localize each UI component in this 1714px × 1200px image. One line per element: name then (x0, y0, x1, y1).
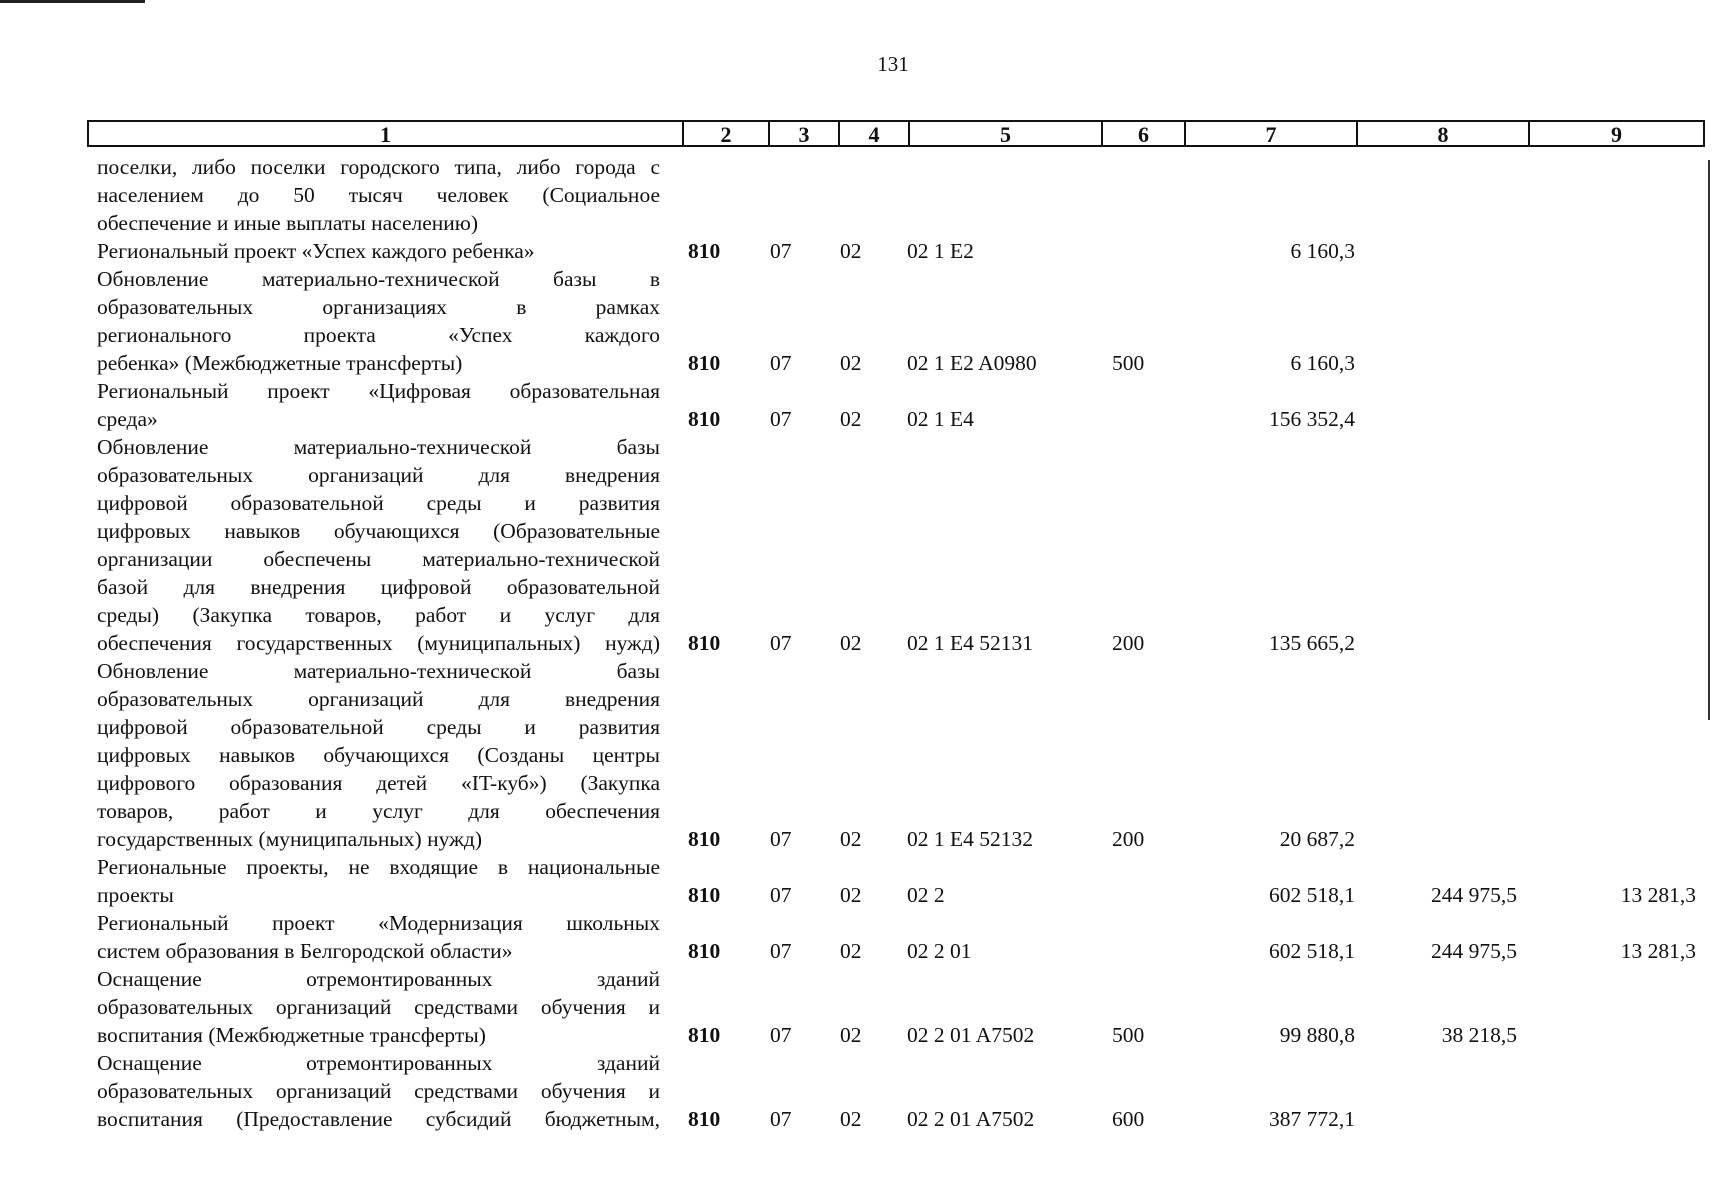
description-line: цифровых навыков обучающихся (Образовательные (97, 519, 660, 543)
table-body (87, 153, 1710, 1133)
description-line: организации обеспечены материально-технической (97, 547, 660, 571)
description-line: товаров, работ и услуг для обеспечения (97, 799, 660, 823)
row-description (87, 657, 670, 853)
cell-subsection: 02 (840, 631, 862, 655)
cell-expense-type: 500 (1112, 351, 1145, 375)
cell-section: 07 (770, 939, 792, 963)
description-line: Обновление материально-технической базы в (97, 267, 660, 291)
cell-section: 07 (770, 883, 792, 907)
table-row (87, 1049, 1710, 1133)
description-line: Оснащение отремонтированных зданий (97, 967, 660, 991)
table-row (87, 153, 1710, 237)
description-line: образовательных организаций средствами обучения и (97, 995, 660, 1019)
header-col-5: 5 (910, 122, 1103, 145)
page-number: 131 (877, 52, 909, 76)
cell-subsection: 02 (840, 827, 862, 851)
cell-target-article: 02 2 (907, 883, 945, 907)
description-line: Региональный проект «Цифровая образовательная (97, 379, 660, 403)
description-line: ребенка» (Межбюджетные трансферты) (97, 351, 463, 375)
description-line: образовательных организаций для внедрения (97, 463, 660, 487)
cell-subsection: 02 (840, 883, 862, 907)
header-col-2: 2 (684, 122, 770, 145)
description-line: цифрового образования детей «IT-куб») (Закупка (97, 771, 660, 795)
row-description (87, 377, 670, 433)
description-line: среда» (97, 407, 158, 431)
cell-ministry: 810 (688, 827, 721, 851)
cell-expense-type: 200 (1112, 631, 1145, 655)
cell-amount-7: 387 772,1 (1269, 1107, 1355, 1131)
cell-ministry: 810 (688, 1023, 721, 1047)
cell-amount-8: 38 218,5 (1441, 1023, 1517, 1047)
description-line: цифровой образовательной среды и развития (97, 491, 660, 515)
cell-expense-type: 500 (1112, 1023, 1145, 1047)
row-description (87, 153, 670, 237)
description-line: проекты (97, 883, 174, 907)
cell-target-article: 02 1 E2 (907, 239, 974, 263)
description-line: Обновление материально-технической базы (97, 659, 660, 683)
cell-target-article: 02 2 01 A7502 (907, 1023, 1035, 1047)
description-line: цифровых навыков обучающихся (Созданы центры (97, 743, 660, 767)
header-col-7: 7 (1186, 122, 1358, 145)
table-row (87, 909, 1710, 965)
row-description (87, 853, 670, 909)
description-line: государственных (муниципальных) нужд) (97, 827, 483, 851)
table-row (87, 433, 1710, 657)
description-line: образовательных организациях в рамках (97, 295, 660, 319)
cell-section: 07 (770, 351, 792, 375)
table-row (87, 237, 1710, 265)
description-line: цифровой образовательной среды и развития (97, 715, 660, 739)
cell-ministry: 810 (688, 883, 721, 907)
header-col-4: 4 (840, 122, 910, 145)
cell-amount-7: 156 352,4 (1269, 407, 1355, 431)
description-line: базой для внедрения цифровой образовательной (97, 575, 660, 599)
table-row (87, 377, 1710, 433)
cell-ministry: 810 (688, 939, 721, 963)
header-col-8: 8 (1358, 122, 1530, 145)
row-description (87, 1049, 670, 1133)
cell-amount-7: 602 518,1 (1269, 939, 1355, 963)
cell-subsection: 02 (840, 1107, 862, 1131)
cell-section: 07 (770, 239, 792, 263)
cell-amount-7: 6 160,3 (1290, 239, 1355, 263)
cell-ministry: 810 (688, 351, 721, 375)
cell-amount-8: 244 975,5 (1431, 939, 1517, 963)
table-row (87, 657, 1710, 853)
header-col-3: 3 (770, 122, 840, 145)
cell-section: 07 (770, 1107, 792, 1131)
table-row (87, 265, 1710, 377)
scan-corner-mark (0, 0, 145, 3)
description-line: образовательных организаций для внедрения (97, 687, 660, 711)
description-line: населением до 50 тысяч человек (Социальное (97, 183, 660, 207)
cell-amount-8: 244 975,5 (1431, 883, 1517, 907)
cell-target-article: 02 1 E2 A0980 (907, 351, 1037, 375)
cell-amount-7: 6 160,3 (1290, 351, 1355, 375)
description-line: Обновление материально-технической базы (97, 435, 660, 459)
description-line: Региональный проект «Модернизация школьных (97, 911, 660, 935)
cell-subsection: 02 (840, 939, 862, 963)
cell-target-article: 02 2 01 A7502 (907, 1107, 1035, 1131)
cell-target-article: 02 1 E4 52131 (907, 631, 1034, 655)
cell-expense-type: 600 (1112, 1107, 1145, 1131)
cell-ministry: 810 (688, 407, 721, 431)
cell-target-article: 02 2 01 (907, 939, 972, 963)
row-description (87, 909, 670, 965)
description-line: среды) (Закупка товаров, работ и услуг для (97, 603, 660, 627)
header-col-6: 6 (1103, 122, 1186, 145)
description-line: обеспечения государственных (муниципальных) нужд) (97, 631, 660, 655)
description-line: Оснащение отремонтированных зданий (97, 1051, 660, 1075)
cell-section: 07 (770, 1023, 792, 1047)
description-line: образовательных организаций средствами обучения и (97, 1079, 660, 1103)
table-row (87, 853, 1710, 909)
cell-subsection: 02 (840, 1023, 862, 1047)
cell-target-article: 02 1 E4 52132 (907, 827, 1034, 851)
description-line: Региональные проекты, не входящие в национальные (97, 855, 660, 879)
description-line: регионального проекта «Успех каждого (97, 323, 660, 347)
cell-ministry: 810 (688, 239, 721, 263)
table-header (87, 120, 1705, 147)
cell-expense-type: 200 (1112, 827, 1145, 851)
row-description (87, 237, 670, 265)
cell-ministry: 810 (688, 631, 721, 655)
table-row (87, 965, 1710, 1049)
cell-amount-9: 13 281,3 (1620, 939, 1696, 963)
cell-subsection: 02 (840, 351, 862, 375)
cell-target-article: 02 1 E4 (907, 407, 974, 431)
cell-section: 07 (770, 827, 792, 851)
row-description (87, 965, 670, 1049)
header-col-9: 9 (1611, 122, 1622, 147)
row-description (87, 433, 670, 657)
description-line: обеспечение и иные выплаты населению) (97, 211, 479, 235)
cell-section: 07 (770, 631, 792, 655)
cell-amount-7: 602 518,1 (1269, 883, 1355, 907)
cell-amount-7: 135 665,2 (1269, 631, 1355, 655)
cell-amount-7: 99 880,8 (1279, 1023, 1355, 1047)
cell-subsection: 02 (840, 407, 862, 431)
header-col-1: 1 (89, 122, 684, 145)
cell-section: 07 (770, 407, 792, 431)
description-line: воспитания (Межбюджетные трансферты) (97, 1023, 486, 1047)
cell-amount-9: 13 281,3 (1620, 883, 1696, 907)
description-line: систем образования в Белгородской области» (97, 939, 513, 963)
cell-subsection: 02 (840, 239, 862, 263)
description-line: поселки, либо поселки городского типа, либо города с (97, 155, 660, 179)
description-line: Региональный проект «Успех каждого ребенка» (97, 239, 535, 263)
cell-amount-7: 20 687,2 (1279, 827, 1355, 851)
row-description (87, 265, 670, 377)
cell-ministry: 810 (688, 1107, 721, 1131)
description-line: воспитания (Предоставление субсидий бюджетным, (97, 1107, 660, 1131)
